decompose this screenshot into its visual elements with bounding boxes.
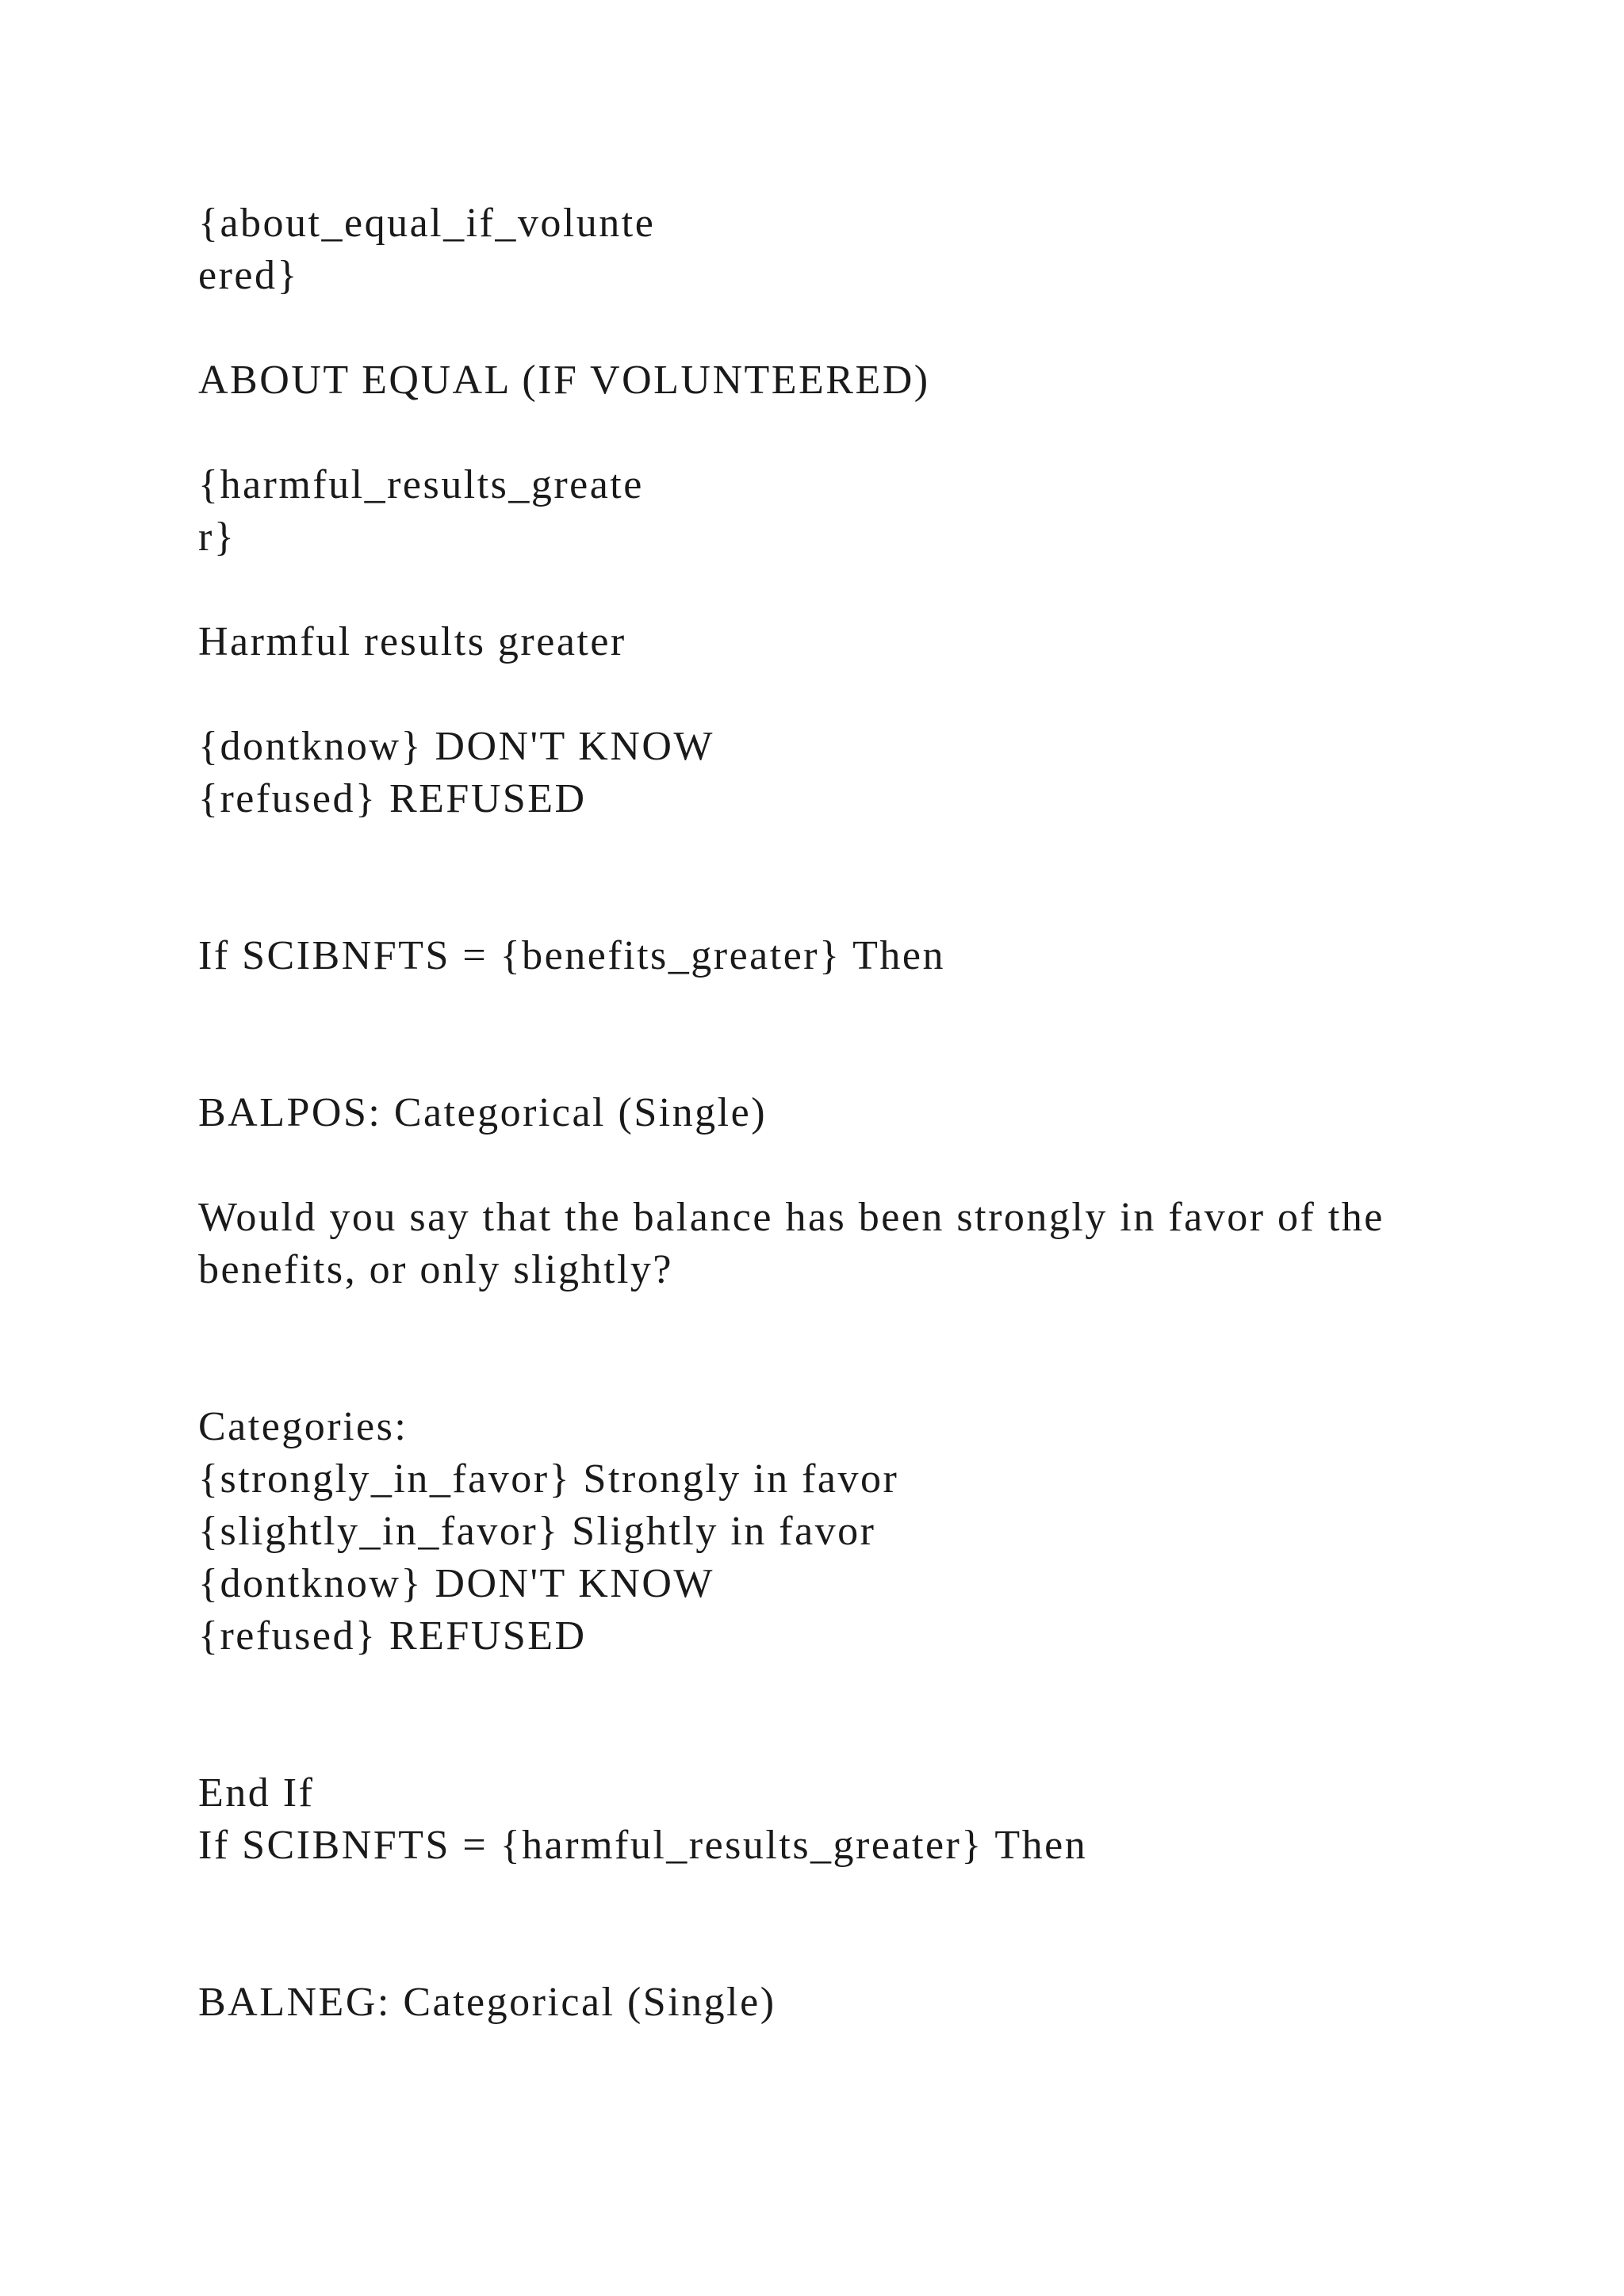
text-line: If SCIBNFTS = {benefits_greater} Then bbox=[198, 933, 945, 978]
text-line: {harmful_results_greate bbox=[198, 462, 644, 507]
text-line: {strongly_in_favor} Strongly in favor bbox=[198, 1456, 899, 1502]
text-line: BALPOS: Categorical (Single) bbox=[198, 1090, 768, 1135]
text-line: Categories: bbox=[198, 1404, 408, 1449]
text-line: ered} bbox=[198, 253, 299, 298]
text-line: benefits, or only slightly? bbox=[198, 1247, 673, 1292]
text-line: {slightly_in_favor} Slightly in favor bbox=[198, 1509, 876, 1554]
text-line: Would you say that the balance has been strongly in favor of the bbox=[198, 1195, 1385, 1240]
text-line: End If bbox=[198, 1770, 315, 1816]
text-line: {refused} REFUSED bbox=[198, 1613, 587, 1659]
text-line: {dontknow} DON'T KNOW bbox=[198, 724, 715, 769]
text-line: r} bbox=[198, 515, 236, 560]
text-line: {refused} REFUSED bbox=[198, 776, 587, 821]
text-line: BALNEG: Categorical (Single) bbox=[198, 1980, 776, 2025]
text-line: Harmful results greater bbox=[198, 619, 626, 664]
text-line: {dontknow} DON'T KNOW bbox=[198, 1561, 715, 1606]
text-line: If SCIBNFTS = {harmful_results_greater} Then bbox=[198, 1823, 1088, 1868]
text-line: {about_equal_if_volunte bbox=[198, 201, 656, 246]
text-line: ABOUT EQUAL (IF VOLUNTEERED) bbox=[198, 358, 930, 403]
